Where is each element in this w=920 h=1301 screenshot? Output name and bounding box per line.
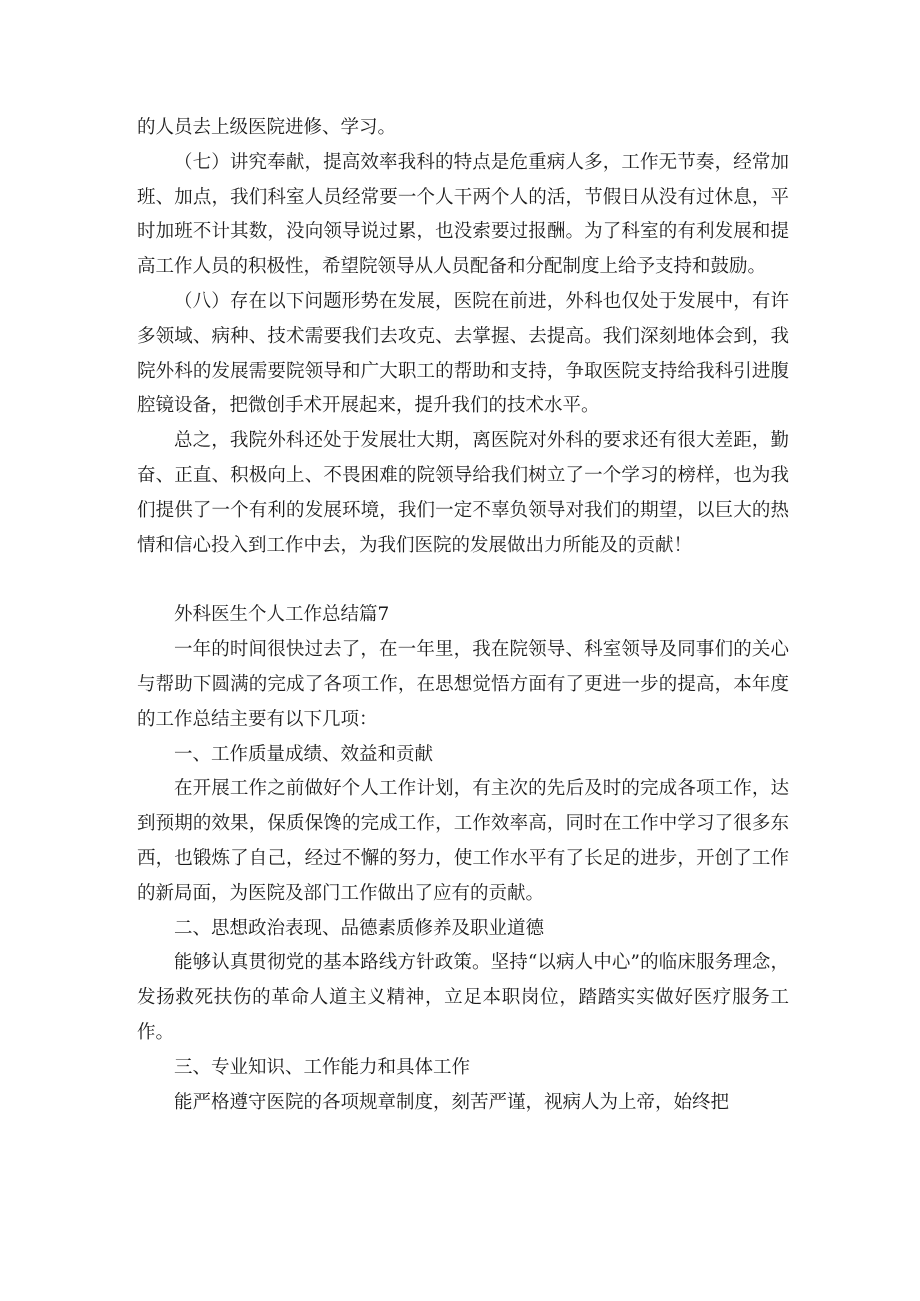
document-page bbox=[137, 111, 789, 1120]
item-1-heading: 一、工作质量成绩、效益和贡献 bbox=[174, 743, 434, 765]
section-title: 外科医生个人工作总结篇7 bbox=[174, 604, 390, 626]
item-3-heading: 三、专业知识、工作能力和具体工作 bbox=[174, 1056, 471, 1078]
paragraph-problems: （八）存在以下问题形势在发展，医院在前进，外科也仅处于发展中，有许多领域、病种、技术需要我们去攻克、去掌握、去提高。我们深刻地体会到，我院外科的发展需要院领导和广大职工的帮助和支持，争取医院支持给我科引进腹腔镜设备，把微创手术开展起来，提升我们的技术水平。 bbox=[137, 290, 789, 417]
paragraph-intro: 一年的时间很快过去了，在一年里，我在院领导、科室领导及同事们的关心与帮助下圆满的完成了各项工作，在思想觉悟方面有了更进一步的提高，本年度的工作总结主要有以下几项： bbox=[137, 639, 789, 730]
item-2-body: 能够认真贯彻党的基本路线方针政策。坚持“以病人中心”的临床服务理念，发扬救死扶伤的革命人道主义精神，立足本职岗位，踏踏实实做好医疗服务工作。 bbox=[137, 952, 789, 1043]
paragraph-conclusion: 总之，我院外科还处于发展壮大期，离医院对外科的要求还有很大差距，勤奋、正直、积极向上、不畏困难的院领导给我们树立了一个学习的榜样，也为我们提供了一个有利的发展环境，我们一定不辜负领导对我们的期望，以巨大的热情和信心投入到工作中去，为我们医院的发展做出力所能及的贡献！ bbox=[137, 430, 789, 556]
paragraph-dedication: （七）讲究奉献，提高效率我科的特点是危重病人多，工作无节奏，经常加班、加点，我们科室人员经常要一个人干两个人的活，节假日从没有过休息，平时加班不计其数，没向领导说过累，也没索要过报酬。为了科室的有利发展和提高工作人员的积极性，希望院领导从人员配备和分配制度上给予支持和鼓励。 bbox=[137, 151, 789, 278]
item-1-body: 在开展工作之前做好个人工作计划，有主次的先后及时的完成各项工作，达到预期的效果，保质保馋的完成工作，工作效率高，同时在工作中学习了很多东西，也锻炼了自己，经过不懈的努力，使工作水平有了长足的进步，开创了工作的新局面，为医院及部门工作做出了应有的贡献。 bbox=[137, 778, 789, 904]
paragraph-continuation: 的人员去上级医院进修、学习。 bbox=[137, 117, 397, 138]
item-3-body: 能严格遵守医院的各项规章制度，刻苦严谨，视病人为上帝，始终把 bbox=[174, 1091, 730, 1113]
item-2-heading: 二、思想政治表现、品德素质修养及职业道德 bbox=[174, 917, 545, 939]
